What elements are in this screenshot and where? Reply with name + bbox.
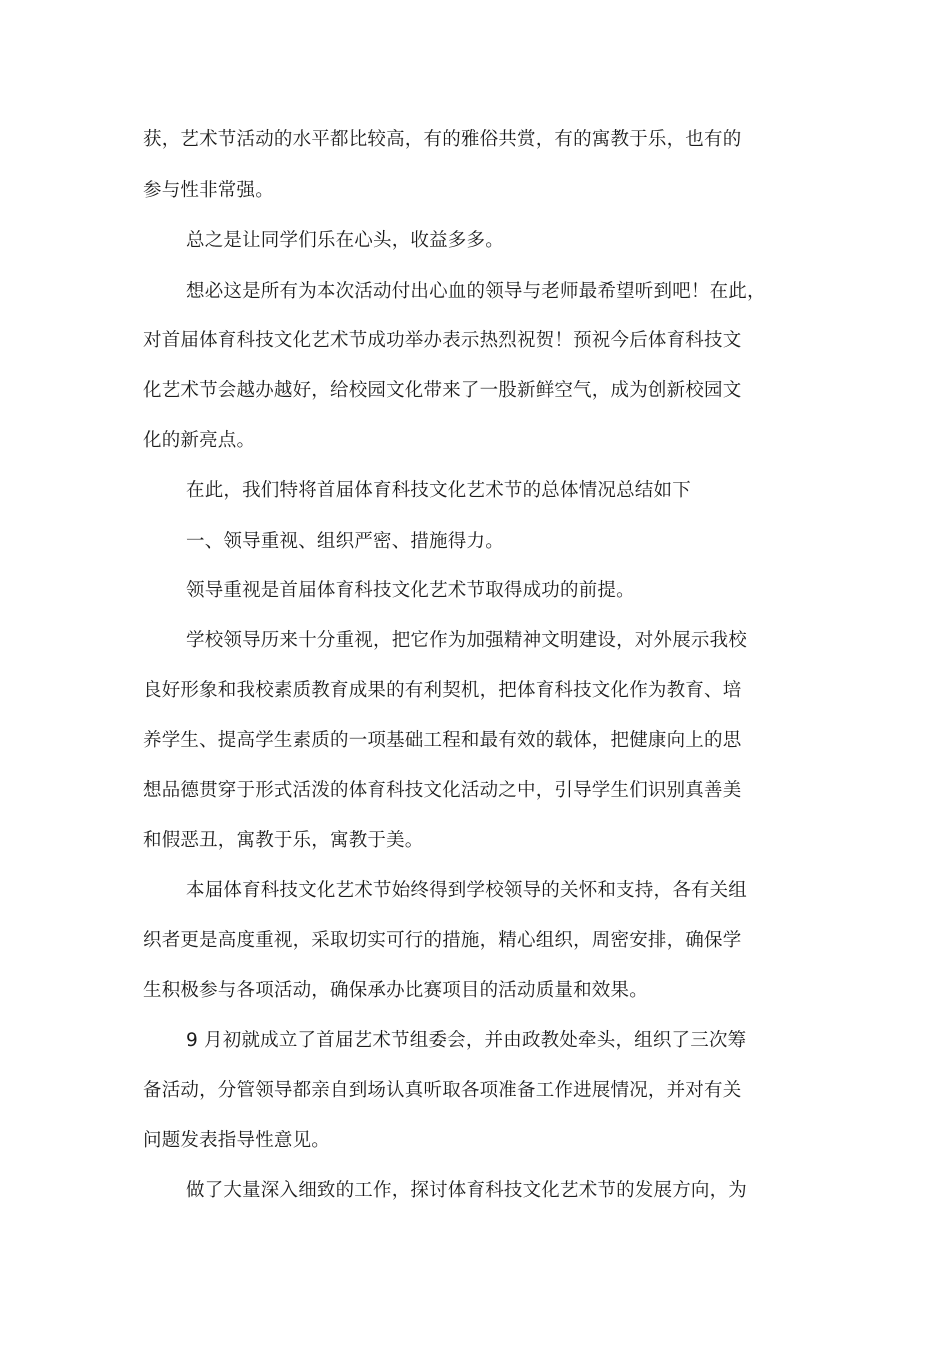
text-line: 9 月初就成立了首届艺术节组委会，并由政教处牵头，组织了三次筹: [186, 1030, 747, 1051]
text-line: 学校领导历来十分重视，把它作为加强精神文明建设，对外展示我校: [186, 630, 748, 651]
text-line: 想品德贯穿于形式活泼的体育科技文化活动之中，引导学生们识别真善美: [143, 780, 742, 801]
text-line: 对首届体育科技文化艺术节成功举办表示热烈祝贺！预祝今后体育科技文: [143, 330, 742, 351]
text-line: 问题发表指导性意见。: [143, 1130, 331, 1151]
text-line: 化艺术节会越办越好，给校园文化带来了一股新鲜空气，成为创新校园文: [143, 380, 742, 401]
text-line: 织者更是高度重视，采取切实可行的措施，精心组织，周密安排，确保学: [143, 930, 742, 951]
text-line: 参与性非常强。: [143, 180, 274, 201]
text-line: 获，艺术节活动的水平都比较高，有的雅俗共赏，有的寓教于乐，也有的: [143, 129, 742, 150]
text-line: 想必这是所有为本次活动付出心血的领导与老师最希望听到吧！在此，: [186, 281, 766, 302]
text-line: 在此，我们特将首届体育科技文化艺术节的总体情况总结如下: [186, 480, 691, 501]
text-line: 领导重视是首届体育科技文化艺术节取得成功的前提。: [186, 580, 635, 601]
text-line: 生积极参与各项活动，确保承办比赛项目的活动质量和效果。: [143, 980, 648, 1001]
text-line: 一、领导重视、组织严密、措施得力。: [186, 531, 504, 552]
text-line: 化的新亮点。: [143, 430, 256, 451]
text-line: 良好形象和我校素质教育成果的有利契机，把体育科技文化作为教育、培: [143, 680, 742, 701]
text-line: 总之是让同学们乐在心头，收益多多。: [186, 230, 504, 251]
text-line: 本届体育科技文化艺术节始终得到学校领导的关怀和支持，各有关组: [186, 880, 748, 901]
text-line: 和假恶丑，寓教于乐，寓教于美。: [143, 830, 424, 851]
text-line: 备活动，分管领导都亲自到场认真听取各项准备工作进展情况，并对有关: [143, 1080, 742, 1101]
text-line: 做了大量深入细致的工作，探讨体育科技文化艺术节的发展方向，为: [186, 1180, 748, 1201]
text-line: 养学生、提高学生素质的一项基础工程和最有效的载体，把健康向上的思: [143, 730, 742, 751]
